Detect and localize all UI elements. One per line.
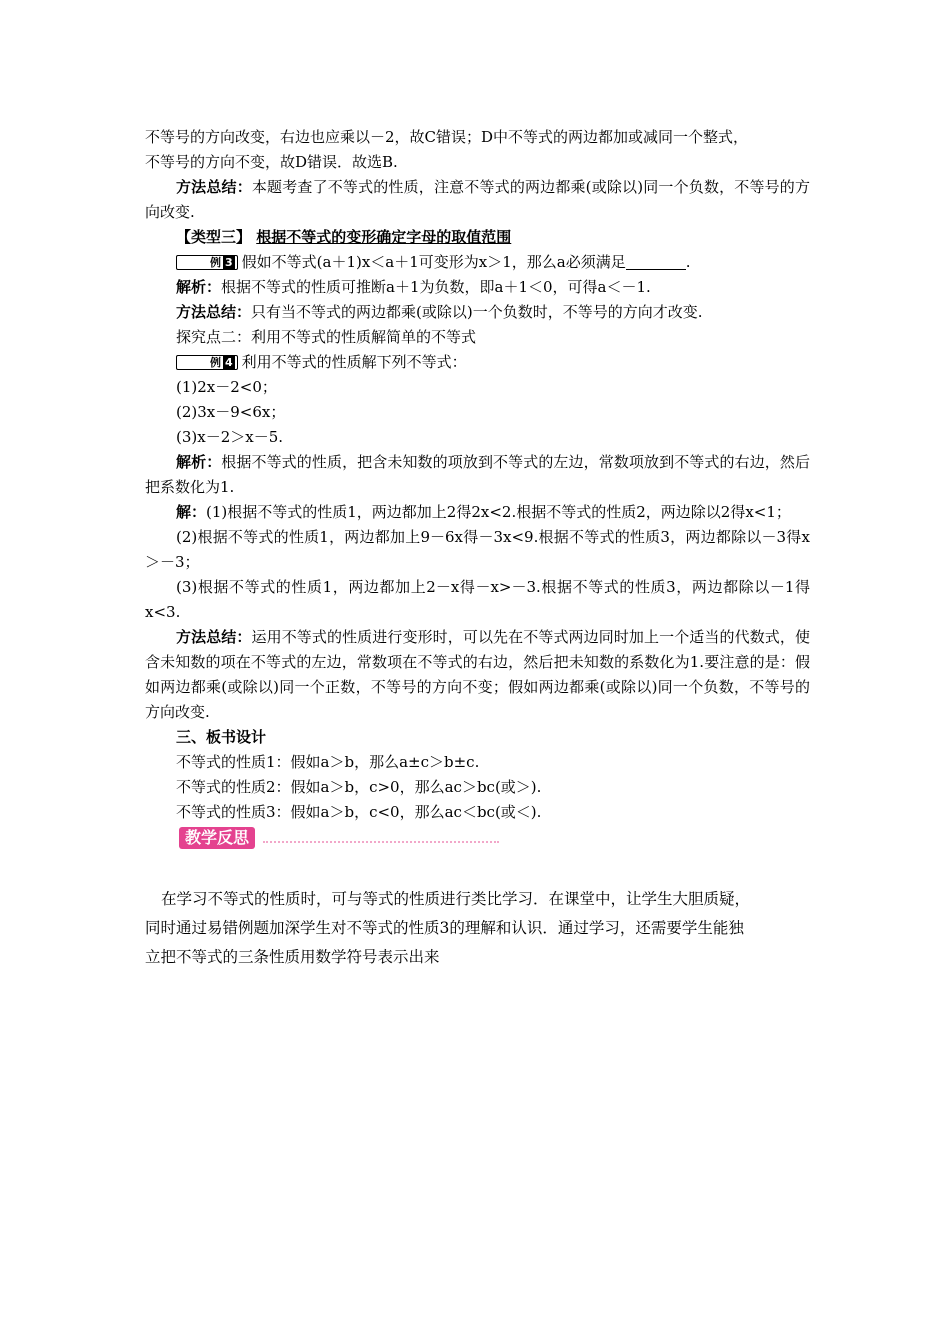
type3-title: 根据不等式的变形确定字母的取值范围 (256, 228, 512, 246)
type3-bracket: 【类型三】 (176, 228, 252, 246)
reflection-line-3: 立把不等式的三条性质用数学符号表示出来 (145, 948, 440, 966)
analysis-label: 解析： (176, 278, 222, 296)
board-property-1: 不等式的性质1：假如a＞b，那么a±c＞b±c. (176, 753, 480, 771)
board-property-3: 不等式的性质3：假如a＞b，c<0，那么ac＜bc(或＜). (176, 803, 542, 821)
example-badge (176, 355, 238, 370)
example4-item-3: (3)x－2＞x－5. (176, 428, 284, 446)
analysis4 (145, 450, 810, 500)
example-badge-number: 4 (225, 356, 233, 369)
example3-text: 假如不等式(a＋1)x＜a＋1可变形为x＞1，那么a必须满足 (241, 253, 626, 271)
method-label: 方法总结： (176, 178, 252, 196)
example4-text: 利用不等式的性质解下列不等式： (241, 353, 467, 371)
method-summary-4 (145, 625, 810, 725)
banner-dotted-line (263, 841, 499, 849)
method-text: 只有当不等式的两边都乘(或除以)一个负数时，不等号的方向才改变. (251, 303, 703, 321)
board-heading: 三、板书设计 (176, 728, 267, 746)
prev-paragraph-line1: 不等号的方向改变，右边也应乘以－2，故C错误；D中不等式的两边都加或减同一个整式， (145, 128, 749, 146)
method-summary-3 (145, 300, 810, 325)
solution-1 (145, 500, 810, 525)
analysis-label: 解析： (176, 453, 222, 471)
method-text: 本题考查了不等式的性质，注意不等式的两边都乘(或除以)同一个负数，不等号的方向改变. (145, 178, 810, 221)
analysis3 (145, 275, 810, 300)
reflection-banner-label: 教学反思 (179, 827, 255, 849)
reflection-body (145, 885, 810, 972)
document-content (145, 125, 810, 972)
method-text: 运用不等式的性质进行变形时，可以先在不等式两边同时加上一个适当的代数式，使含未知数的项在不等式的左边，常数项在不等式的右边，然后把未知数的系数化为1.要注意的是：假如两边都乘(或除以)同一个正数，不等号的方向不变；假如两边都乘(或除以)同一个负数，不等号的方向改变. (145, 628, 810, 721)
example3 (145, 250, 810, 275)
method-label: 方法总结： (176, 303, 252, 321)
example3-end: . (685, 253, 691, 271)
method-summary-1 (145, 175, 810, 225)
analysis-text: 根据不等式的性质，把含未知数的项放到不等式的左边，常数项放到不等式的右边，然后把系数化为1. (145, 453, 810, 496)
board-property-2: 不等式的性质2：假如a＞b，c>0，那么ac＞bc(或＞). (176, 778, 542, 796)
analysis-text: 根据不等式的性质可推断a＋1为负数，即a＋1＜0，可得a＜－1. (221, 278, 651, 296)
solution-label: 解： (176, 503, 207, 521)
example-badge-number: 3 (225, 256, 233, 269)
solution-3: (3)根据不等式的性质1，两边都加上2－x得－x>－3.根据不等式的性质3，两边都除以－1得x<3. (145, 578, 810, 621)
reflection-line-1: 在学习不等式的性质时，可与等式的性质进行类比学习．在课堂中，让学生大胆质疑， (161, 890, 751, 908)
type3-heading (145, 225, 810, 250)
explore-point-2: 探究点二：利用不等式的性质解简单的不等式 (176, 328, 477, 346)
prev-paragraph-line2: 不等号的方向不变，故D错误．故选B. (145, 153, 398, 171)
answer-blank (626, 255, 686, 270)
solution-text-1: (1)根据不等式的性质1，两边都加上2得2x<2.根据不等式的性质2，两边除以2得x<1； (206, 503, 791, 521)
example-badge (176, 255, 238, 270)
reflection-banner (179, 827, 499, 853)
example4-item-2: (2)3x－9<6x； (176, 403, 286, 421)
example4-item-1: (1)2x－2<0； (176, 378, 277, 396)
example-badge-word: 例 (210, 256, 221, 269)
method-label: 方法总结： (176, 628, 252, 646)
solution-2: (2)根据不等式的性质1，两边都加上9－6x得－3x<9.根据不等式的性质3，两边都除以－3得x＞－3； (145, 528, 810, 571)
example4 (145, 350, 810, 375)
example-badge-word: 例 (210, 356, 221, 369)
reflection-line-2: 同时通过易错例题加深学生对不等式的性质3的理解和认识．通过学习，还需要学生能独 (145, 919, 744, 937)
